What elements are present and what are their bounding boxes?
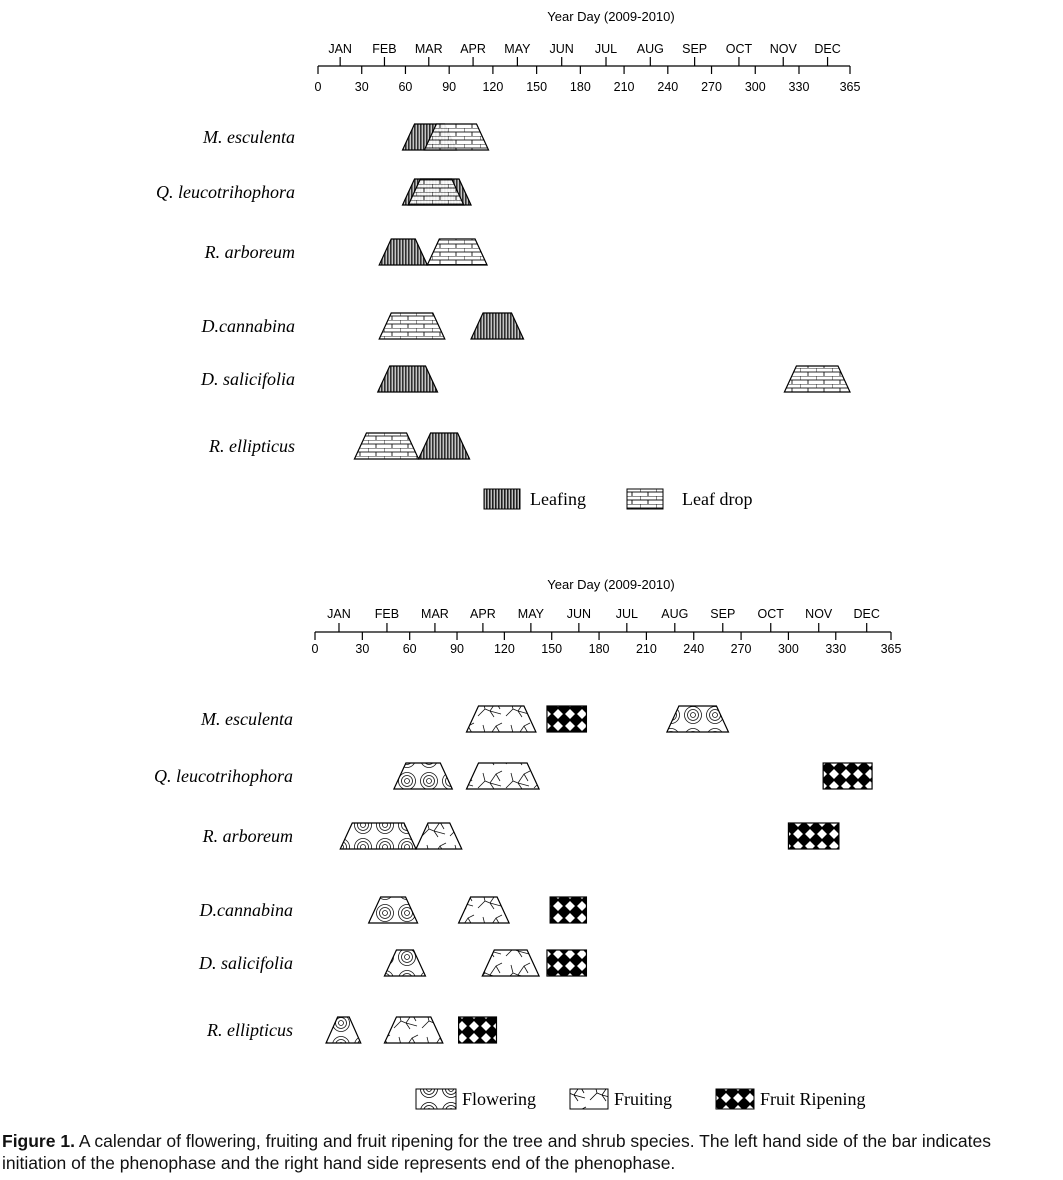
d-salicifolia-ripening-bar bbox=[547, 950, 586, 976]
month-label: JUN bbox=[549, 42, 574, 56]
x-tick-label: 270 bbox=[701, 80, 722, 94]
x-tick-label: 60 bbox=[398, 80, 413, 94]
x-tick-label: 30 bbox=[355, 642, 370, 656]
month-label: JAN bbox=[327, 607, 351, 621]
legend-leafdrop-label: Leaf drop bbox=[682, 489, 753, 509]
d-cannabina-ripening-bar bbox=[550, 897, 586, 923]
flowering-chart-bars bbox=[326, 706, 872, 1043]
species-label: M. esculenta bbox=[203, 127, 295, 147]
x-tick-label: 180 bbox=[588, 642, 610, 656]
month-label: AUG bbox=[636, 42, 664, 56]
month-label: AUG bbox=[661, 607, 689, 621]
r-arboreum-fruiting-bar bbox=[416, 823, 462, 849]
x-tick-label: 300 bbox=[744, 80, 766, 94]
x-tick-label: 330 bbox=[788, 80, 810, 94]
caption-text: A calendar of flowering, fruiting and fruit ripening for the tree and shrub species. The left hand side of the bar indicates initiation of the phenophase and the right hand side represents end of the phenophase. bbox=[2, 1131, 992, 1173]
r-arboreum-leafdrop-bar bbox=[427, 239, 487, 265]
x-tick-label: 120 bbox=[482, 80, 504, 94]
d-cannabina-leafdrop-bar bbox=[379, 313, 445, 339]
legend-flowering-swatch bbox=[416, 1089, 456, 1109]
legend-leafing-swatch bbox=[484, 489, 520, 509]
month-label: MAY bbox=[517, 607, 544, 621]
month-label: DEC bbox=[853, 607, 880, 621]
d-salicifolia-flowering-bar bbox=[384, 950, 425, 976]
m-esculenta-fruiting-bar bbox=[466, 706, 535, 732]
d-salicifolia-fruiting-bar bbox=[482, 950, 539, 976]
leafing-chart-legend bbox=[484, 489, 752, 509]
month-label: SEP bbox=[710, 607, 736, 621]
x-tick-label: 0 bbox=[311, 642, 319, 656]
q-leucotrihophora-ripening-bar bbox=[823, 763, 872, 789]
month-label: NOV bbox=[769, 42, 797, 56]
x-tick-label: 180 bbox=[569, 80, 591, 94]
x-tick-label: 60 bbox=[402, 642, 417, 656]
r-ellipticus-fruiting-bar bbox=[384, 1017, 442, 1043]
flowering-chart-species-labels bbox=[154, 709, 293, 1040]
caption-label: Figure 1. bbox=[2, 1131, 75, 1151]
legend-ripening-label: Fruit Ripening bbox=[760, 1089, 866, 1109]
month-label: MAR bbox=[414, 42, 443, 56]
species-label: Q. leucotrihophora bbox=[156, 182, 295, 202]
flowering-chart-legend bbox=[416, 1089, 866, 1109]
x-tick-label: 365 bbox=[880, 642, 902, 656]
r-ellipticus-flowering-bar bbox=[326, 1017, 361, 1043]
month-label: SEP bbox=[682, 42, 708, 56]
flowering-chart-axis bbox=[312, 607, 902, 656]
leafing-chart-axis bbox=[315, 42, 861, 94]
month-label: NOV bbox=[805, 607, 833, 621]
x-tick-label: 210 bbox=[635, 642, 657, 656]
flowering-chart-title: Year Day (2009-2010) bbox=[547, 577, 675, 592]
x-tick-label: 90 bbox=[442, 80, 457, 94]
x-tick-label: 210 bbox=[613, 80, 635, 94]
species-label: D. salicifolia bbox=[199, 953, 293, 973]
leafing-chart-title: Year Day (2009-2010) bbox=[547, 9, 675, 24]
legend-ripening-swatch bbox=[716, 1089, 754, 1109]
month-label: DEC bbox=[814, 42, 841, 56]
x-tick-label: 90 bbox=[450, 642, 464, 656]
x-tick-label: 0 bbox=[314, 80, 322, 94]
m-esculenta-flowering-bar bbox=[667, 706, 729, 732]
x-tick-label: 240 bbox=[683, 642, 705, 656]
r-ellipticus-leafdrop-bar bbox=[354, 433, 418, 459]
month-label: JAN bbox=[328, 42, 352, 56]
species-label: D. salicifolia bbox=[201, 369, 295, 389]
month-label: MAY bbox=[504, 42, 531, 56]
m-esculenta-ripening-bar bbox=[547, 706, 586, 732]
month-label: JUN bbox=[566, 607, 592, 621]
species-label: R. arboreum bbox=[202, 826, 293, 846]
species-label: R. ellipticus bbox=[209, 436, 295, 456]
month-label: MAR bbox=[421, 607, 449, 621]
x-tick-label: 30 bbox=[354, 80, 369, 94]
month-label: FEB bbox=[374, 607, 400, 621]
x-tick-label: 240 bbox=[657, 80, 679, 94]
d-cannabina-fruiting-bar bbox=[459, 897, 509, 923]
d-salicifolia-leafing-bar bbox=[378, 366, 438, 392]
x-tick-label: 270 bbox=[730, 642, 752, 656]
species-label: R. ellipticus bbox=[207, 1020, 293, 1040]
m-esculenta-leafdrop-bar bbox=[424, 124, 488, 150]
x-tick-label: 330 bbox=[825, 642, 847, 656]
legend-flowering-label: Flowering bbox=[462, 1089, 536, 1109]
species-label: D.cannabina bbox=[201, 316, 295, 336]
x-tick-label: 300 bbox=[777, 642, 799, 656]
figure-caption bbox=[2, 1130, 1060, 1174]
month-label: OCT bbox=[725, 42, 753, 56]
r-ellipticus-leafing-bar bbox=[419, 433, 470, 459]
d-cannabina-flowering-bar bbox=[369, 897, 418, 923]
species-label: D.cannabina bbox=[199, 900, 293, 920]
d-salicifolia-leafdrop-bar bbox=[784, 366, 850, 392]
leafing-chart bbox=[156, 9, 860, 509]
legend-fruiting-label: Fruiting bbox=[614, 1089, 673, 1109]
q-leucotrihophora-flowering-bar bbox=[394, 763, 452, 789]
legend-leafdrop-swatch bbox=[627, 489, 663, 509]
d-cannabina-leafing-bar bbox=[471, 313, 523, 339]
month-label: JUL bbox=[594, 42, 618, 56]
x-tick-label: 120 bbox=[493, 642, 515, 656]
month-label: APR bbox=[470, 607, 496, 621]
q-leucotrihophora-fruiting-bar bbox=[466, 763, 539, 789]
r-arboreum-ripening-bar bbox=[788, 823, 838, 849]
month-label: FEB bbox=[372, 42, 397, 56]
legend-leafing-label: Leafing bbox=[530, 489, 586, 509]
r-ellipticus-ripening-bar bbox=[459, 1017, 497, 1043]
species-label: R. arboreum bbox=[204, 242, 295, 262]
month-label: APR bbox=[460, 42, 486, 56]
leafing-chart-bars bbox=[354, 124, 850, 459]
month-label: OCT bbox=[757, 607, 784, 621]
x-tick-label: 150 bbox=[526, 80, 548, 94]
flowering-chart bbox=[154, 577, 901, 1109]
species-label: Q. leucotrihophora bbox=[154, 766, 293, 786]
x-tick-label: 150 bbox=[541, 642, 563, 656]
r-arboreum-flowering-bar bbox=[340, 823, 416, 849]
species-label: M. esculenta bbox=[201, 709, 293, 729]
r-arboreum-leafing-bar bbox=[379, 239, 427, 265]
legend-fruiting-swatch bbox=[570, 1089, 608, 1109]
month-label: JUL bbox=[615, 607, 638, 621]
x-tick-label: 365 bbox=[839, 80, 861, 94]
leafing-chart-species-labels bbox=[156, 127, 295, 456]
